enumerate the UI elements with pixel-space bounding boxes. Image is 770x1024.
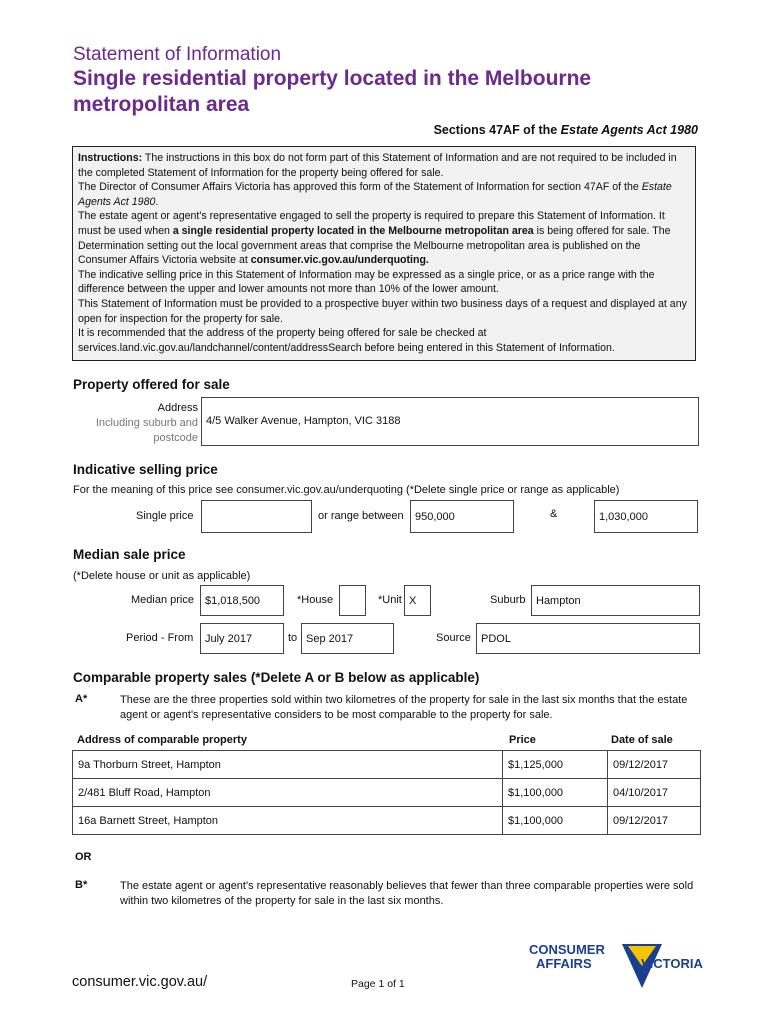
single-price-label: Single price xyxy=(136,510,194,522)
suburb-label: Suburb xyxy=(490,594,526,606)
option-a-text: These are the three properties sold within two kilometres of the property for sale in the last six months that the estate agent or agent's representative considers to be most comparable to the property for sale. xyxy=(120,694,688,721)
document-kicker: Statement of Information xyxy=(73,44,282,65)
address-label-line3: postcode xyxy=(153,432,198,444)
consumer-affairs-victoria-logo xyxy=(529,942,704,994)
instructions-p3d: consumer.vic.gov.au/underquoting. xyxy=(250,254,429,267)
logo-word-consumer: CONSUMER xyxy=(529,942,605,957)
indicative-heading: Indicative selling price xyxy=(73,462,218,477)
comparable-table xyxy=(72,750,701,835)
address-field[interactable]: 4/5 Walker Avenue, Hampton, VIC 3188 xyxy=(201,397,699,446)
row-date: 09/12/2017 xyxy=(608,751,701,779)
range-high-field[interactable]: 1,030,000 xyxy=(594,500,698,533)
instructions-p3c: is being offered for sale. The Determination setting out the local government areas that comprise the Melbourne metropolitan area is published on the Consumer Affairs Victoria website at xyxy=(78,224,671,267)
period-to-label: to xyxy=(288,632,298,644)
unit-label: *Unit xyxy=(378,594,402,606)
option-b-label: B* xyxy=(75,879,88,891)
logo-word-affairs: AFFAIRS xyxy=(536,956,592,971)
median-price-label: Median price xyxy=(131,594,194,606)
source-field[interactable]: PDOL xyxy=(476,623,700,654)
period-from-label: Period - From xyxy=(126,632,194,644)
instructions-p2c: . xyxy=(155,195,159,208)
option-a-label: A* xyxy=(75,693,88,705)
median-price-field[interactable]: $1,018,500 xyxy=(200,585,284,616)
col-address-header: Address of comparable property xyxy=(77,734,247,746)
instructions-p1 xyxy=(78,151,690,180)
address-label-line1: Address xyxy=(157,402,198,414)
col-price-header: Price xyxy=(509,734,536,746)
table-row xyxy=(73,751,701,779)
instructions-p3b: a single residential property located in the Melbourne metropolitan area xyxy=(172,224,534,237)
col-date-header: Date of sale xyxy=(611,734,673,746)
row-address: 9a Thorburn Street, Hampton xyxy=(73,751,503,779)
period-to-field[interactable]: Sep 2017 xyxy=(301,623,394,654)
instructions-p2 xyxy=(78,180,690,209)
median-note: (*Delete house or unit as applicable) xyxy=(73,570,251,582)
instructions-p2a: The Director of Consumer Affairs Victoria has approved this form of the Statement of Information for section 47AF of the xyxy=(78,181,642,194)
document-title: Single residential property located in the Melbourne metropolitan area xyxy=(73,67,592,116)
single-price-field[interactable] xyxy=(201,500,312,533)
range-label: or range between xyxy=(318,510,404,522)
comparable-heading: Comparable property sales (*Delete A or B below as applicable) xyxy=(73,670,480,685)
table-row xyxy=(73,807,701,835)
address-label xyxy=(60,401,198,446)
instructions-p3 xyxy=(78,209,690,267)
instructions-p6: It is recommended that the address of the property being offered for sale be checked at services.land.vic.gov.au/landchannel/content/addressSearch before being entered in this Statement of Information. xyxy=(78,327,615,354)
logo-word-victoria: VICTORIA xyxy=(641,956,703,971)
instructions-p3a: The estate agent or agent's representative engaged to sell the property is required to prepare this Statement of Information. It must be used when xyxy=(78,210,665,237)
sections-prefix: Sections 47AF of the xyxy=(433,123,561,137)
house-label: *House xyxy=(297,594,334,606)
row-price: $1,125,000 xyxy=(503,751,608,779)
house-field[interactable] xyxy=(339,585,366,616)
instructions-p1-text: The instructions in this box do not form part of this Statement of Information and are not required to be included in the completed Statement of Information for the property being offered for sale. xyxy=(78,152,677,179)
option-b-text: The estate agent or agent's representative reasonably believes that fewer than three comparable properties were sold within two kilometres of the property for sale in the last six months. xyxy=(120,880,694,907)
sections-reference xyxy=(434,123,698,137)
suburb-field[interactable]: Hampton xyxy=(531,585,700,616)
row-date: 09/12/2017 xyxy=(608,807,701,835)
or-label: OR xyxy=(75,851,92,863)
page-number: Page 1 of 1 xyxy=(351,978,405,990)
unit-field[interactable]: X xyxy=(404,585,431,616)
row-date: 04/10/2017 xyxy=(608,779,701,807)
footer-url[interactable]: consumer.vic.gov.au/ xyxy=(72,974,208,990)
period-from-field[interactable]: July 2017 xyxy=(200,623,284,654)
instructions-p4: The indicative selling price in this Statement of Information may be expressed as a single price, or as a price range with the difference between the upper and lower amounts not more than 10% of the lower amount. xyxy=(78,268,655,296)
row-price: $1,100,000 xyxy=(503,807,608,835)
table-row xyxy=(73,779,701,807)
source-label: Source xyxy=(436,632,471,644)
sections-act: Estate Agents Act 1980 xyxy=(560,123,698,137)
range-ampersand: & xyxy=(550,508,558,520)
median-heading: Median sale price xyxy=(73,547,186,562)
property-heading: Property offered for sale xyxy=(73,377,230,392)
row-address: 16a Barnett Street, Hampton xyxy=(73,807,503,835)
instructions-p5: This Statement of Information must be provided to a prospective buyer within two business days of a request and displayed at any open for inspection for the property for sale. xyxy=(78,297,687,325)
instructions-box xyxy=(72,146,696,361)
instructions-p2b: Estate Agents Act 1980 xyxy=(78,181,672,208)
range-low-field[interactable]: 950,000 xyxy=(410,500,514,533)
indicative-note: For the meaning of this price see consumer.vic.gov.au/underquoting (*Delete single price or range as applicable) xyxy=(73,484,620,496)
instructions-lead: Instructions: xyxy=(78,152,143,164)
row-price: $1,100,000 xyxy=(503,779,608,807)
address-label-line2: Including suburb and xyxy=(95,417,198,429)
row-address: 2/481 Bluff Road, Hampton xyxy=(73,779,503,807)
